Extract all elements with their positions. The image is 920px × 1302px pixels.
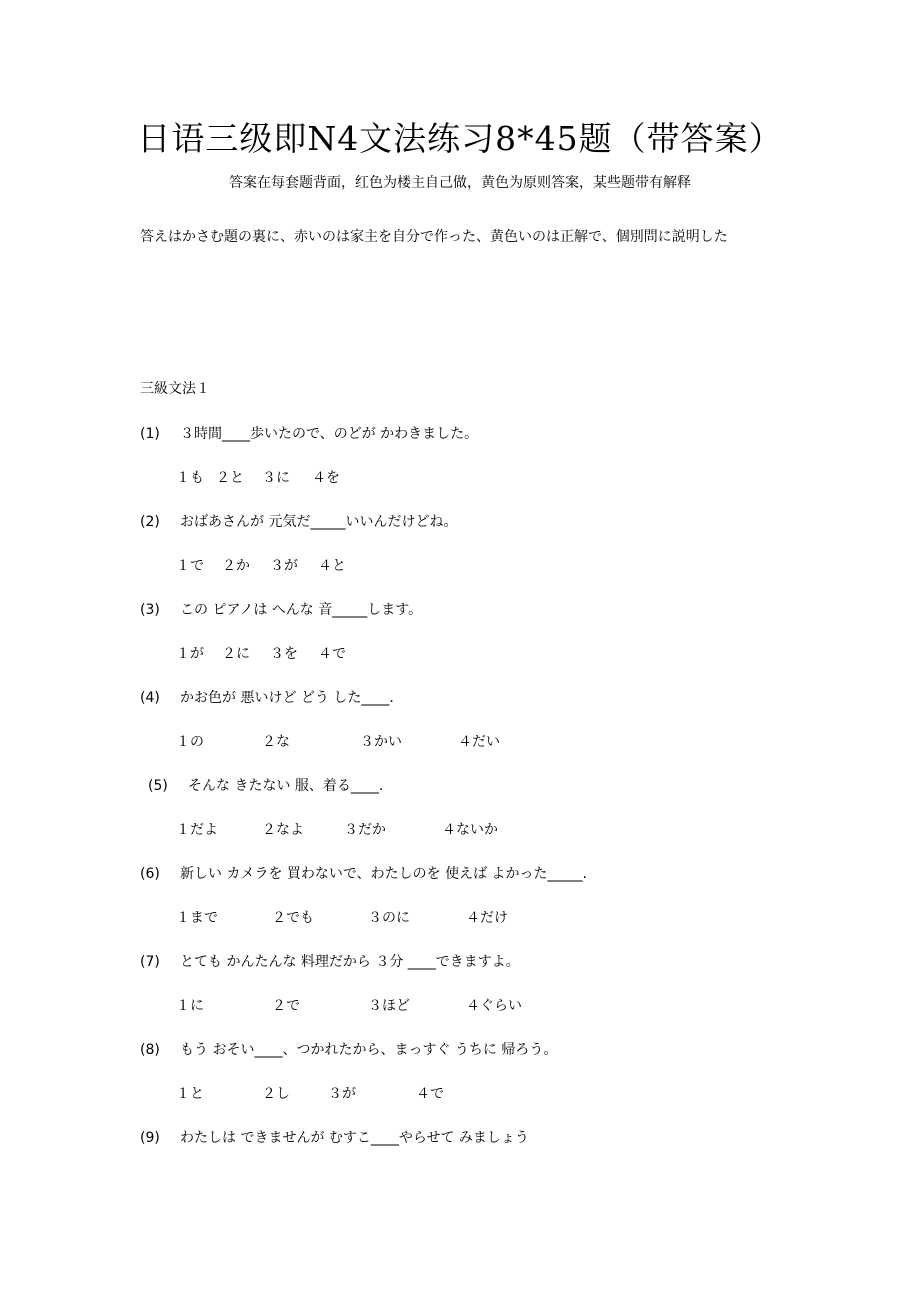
option: ４を: [312, 470, 340, 486]
option: １も: [176, 470, 204, 486]
option: ４で: [416, 1086, 444, 1102]
question-text: わたしは できませんが むすこ____やらせて みましょう: [180, 1130, 529, 1146]
option: １と: [176, 1086, 204, 1102]
option: １の: [176, 734, 204, 750]
question-2: [140, 511, 457, 531]
option: ３が: [270, 558, 298, 574]
option: １が: [176, 646, 204, 662]
option: ３ほど: [368, 998, 410, 1014]
option: ４ぐらい: [466, 998, 522, 1014]
option: ４で: [318, 646, 346, 662]
option: ４だけ: [466, 910, 508, 926]
option: ２に: [222, 646, 250, 662]
question-number: (4): [140, 690, 160, 706]
option: ３のに: [368, 910, 410, 926]
question-number: (7): [140, 954, 160, 970]
question-6: [140, 863, 587, 883]
option: ２と: [216, 470, 244, 486]
question-3: [140, 599, 422, 619]
option: ２なよ: [262, 822, 304, 838]
option: ２か: [222, 558, 250, 574]
question-text: かお色が 悪いけど どう した____.: [180, 690, 394, 706]
option: ３だか: [344, 822, 386, 838]
question-number: (6): [140, 866, 160, 882]
question-8: [140, 1039, 557, 1059]
question-5: [148, 775, 383, 795]
question-text: ３時間____歩いたので、のどが かわきました。: [180, 426, 479, 442]
question-text: もう おそい____、つかれたから、まっすぐ うちに 帰ろう。: [180, 1042, 558, 1058]
question-7: [140, 951, 520, 971]
question-text: おばあさんが 元気だ_____いいんだけどね。: [180, 514, 458, 530]
option: ３かい: [360, 734, 402, 750]
section-title: 三級文法１: [140, 381, 210, 397]
option: １まで: [176, 910, 218, 926]
page-title: 日语三级即N4文法练习8*45题（带答案）: [137, 119, 783, 158]
question-text: そんな きたない 服、着る____.: [188, 778, 384, 794]
option: ４ないか: [442, 822, 498, 838]
question-9: [140, 1127, 529, 1147]
question-1: [140, 423, 478, 443]
option: ２でも: [272, 910, 314, 926]
option: ３が: [328, 1086, 356, 1102]
question-4: [140, 687, 394, 707]
question-text: この ピアノは へんな 音_____します。: [180, 602, 423, 618]
option: ４と: [318, 558, 346, 574]
question-number: (3): [140, 602, 160, 618]
question-number: (1): [140, 426, 160, 442]
option: ３に: [262, 470, 290, 486]
question-text: とても かんたんな 料理だから ３分 ____できますよ。: [180, 954, 520, 970]
option: １で: [176, 558, 204, 574]
option: ２し: [262, 1086, 290, 1102]
question-number: (8): [140, 1042, 160, 1058]
option: ２で: [272, 998, 300, 1014]
question-number: (2): [140, 514, 160, 530]
japanese-note: 答えはかさむ題の裏に、赤いのは家主を自分で作った、黄色いのは正解で、個別問に説明した: [140, 229, 728, 245]
option: １だよ: [176, 822, 218, 838]
question-number: (9): [140, 1130, 160, 1146]
option: ３を: [270, 646, 298, 662]
option: １に: [176, 998, 204, 1014]
option: ４だい: [458, 734, 500, 750]
page-subtitle: 答案在每套题背面，红色为楼主自己做，黄色为原则答案，某些题带有解释: [229, 175, 691, 191]
option: ２な: [262, 734, 290, 750]
question-text: 新しい カメラを 買わないで、わたしのを 使えば よかった_____.: [180, 866, 587, 882]
question-number: (5): [148, 778, 168, 794]
